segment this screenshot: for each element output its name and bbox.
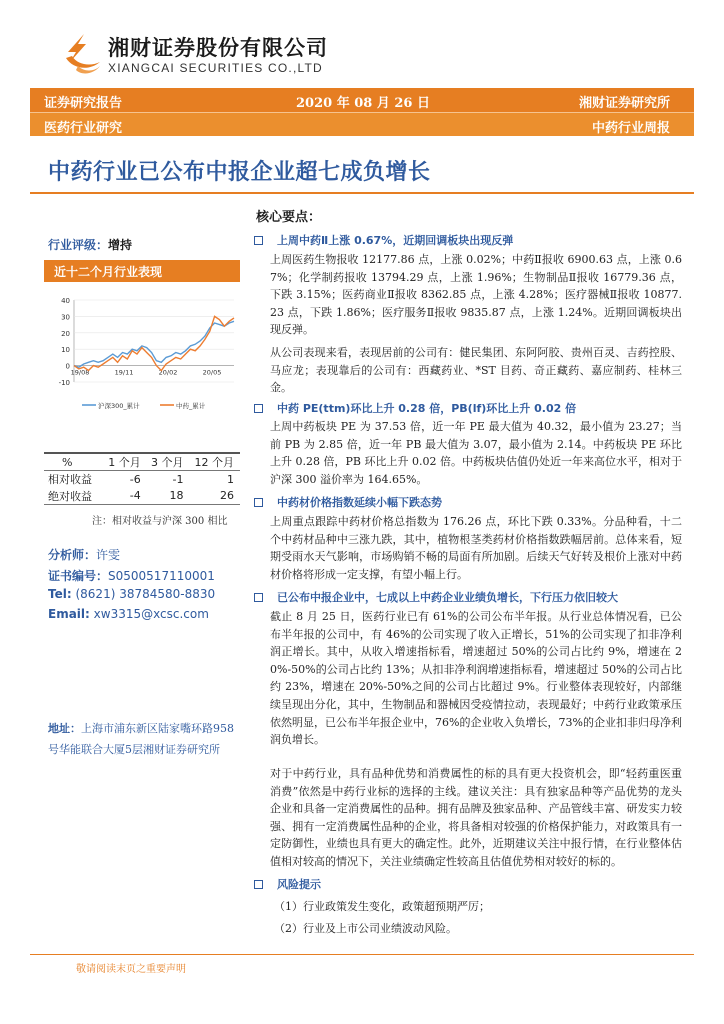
telephone (48, 587, 215, 601)
page-title: 中药行业已公布中报企业超七成负增长 (48, 160, 431, 185)
row-label: 绝对收益 (44, 488, 104, 505)
table-cell: -4 (104, 488, 147, 505)
checkbox-bullet-icon (254, 236, 263, 245)
certificate (48, 567, 215, 584)
table-note: 注：相对收益与沪深 300 相比 (92, 516, 228, 527)
table-cell: 26 (189, 488, 240, 505)
risk-item: （2）行业及上市公司业绩波动风险。 (274, 922, 457, 935)
paragraph: 截止 8 月 25 日，医药行业已有 61%的公司公布半年报。从行业总体情况看，已公布半年报的公司中，有 46%的公司实现了收入正增长，51%的公司实现了扣非净利润正增长。其中，从收入增速指标看，增速超过 50%的公司占比约 9%，增速在 20%-50%的公司占比约 13%；从扣非净利润增速指标看，增速超过 50%的公司占比约 23%，增速在 20%-50%之间的公司占比超过 9%。行业整体表现较好，内部继续呈现出分化，其中，生物制品和器械因受疫情拉动，表现最好；中药行业政策承压依然明显，已公布半年报企业中，76%的企业收入负增长，73%的企业扣非归母净利润负增长。 (270, 610, 682, 747)
x-tick-label: 19/11 (114, 368, 134, 377)
header-bar-top (30, 88, 694, 112)
company-name-cn: 湘财证券股份有限公司 (108, 36, 328, 60)
legend-label: 沪深300_累计 (98, 402, 140, 410)
section-heading: 上周中药Ⅱ上涨 0.67%，近期回调板块出现反弹 (254, 232, 513, 248)
table-cell: -1 (172, 472, 184, 486)
report-type: 证券研究报告 (44, 96, 123, 111)
rating-value: 增持 (108, 238, 133, 252)
research-category: 医药行业研究 (44, 121, 123, 136)
cert-number: S0500517110001 (108, 569, 215, 583)
y-tick-label: 0 (65, 362, 70, 371)
table-header-cell: 12 个月 (189, 453, 240, 471)
checkbox-bullet-icon (254, 404, 263, 413)
core-points-title: 核心要点： (256, 210, 322, 225)
performance-table (44, 452, 240, 505)
y-tick-label: 40 (61, 297, 70, 305)
performance-chart (44, 290, 240, 420)
tel-label: Tel: (48, 587, 72, 601)
table-header-cell: 3 个月 (147, 453, 190, 471)
address-label: 地址： (48, 722, 81, 735)
y-tick-label: -10 (58, 379, 70, 387)
rating-label: 行业评级： (48, 238, 109, 252)
row-label: 相对收益 (48, 473, 92, 487)
footer-disclaimer: 敬请阅读末页之重要声明 (76, 964, 186, 975)
x-tick-label: 20/05 (202, 368, 222, 377)
report-date: 2020 年 08 月 26 日 (296, 96, 430, 111)
email (48, 607, 209, 621)
x-tick-label: 19/08 (70, 368, 90, 377)
industry-rating (48, 236, 132, 253)
risk-item: （1）行业政策发生变化，政策超预期严厉； (274, 900, 490, 913)
table-cell: 1 (227, 472, 234, 486)
table-cell: 18 (147, 488, 190, 505)
address-text: 上海市浦东新区陆家嘴环路958号华能联合大厦5层湘财证券研究所 (48, 722, 234, 756)
paragraph: 从公司表现来看，表现居前的公司有：健民集团、东阿阿胶、贵州百灵、吉药控股、马应龙；表现靠后的公司有：西藏药业、*ST 目药、奇正藏药、嘉应制药、桂林三金。 (270, 346, 682, 395)
company-name-en: XIANGCAI SECURITIES CO.,LTD (108, 61, 323, 75)
analyst-label: 分析师： (48, 548, 97, 562)
paragraph: 上周重点跟踪中药材价格总指数为 176.26 点，环比下跌 0.33%。分品种看，十二个中药材品种中三涨九跌，其中，植物根茎类药材价格指数跌幅居前。总体来看，短期受雨水天气影响，市场购销不畅的局面有所加剧。后续天气好转及根价上涨对中药材价格将形成一定支撑，有望小幅上行。 (270, 515, 682, 581)
email-label: Email: (48, 607, 90, 621)
analyst-name: 许雯 (96, 548, 121, 562)
checkbox-bullet-icon (254, 593, 263, 602)
title-divider (30, 192, 694, 194)
section-heading: 中药 PE(ttm)环比上升 0.28 倍，PB(lf)环比上升 0.02 倍 (254, 400, 576, 416)
table-header-row (44, 453, 240, 471)
analyst (48, 546, 120, 563)
header-bar-bottom (30, 112, 694, 136)
section-heading: 中药材价格指数延续小幅下跌态势 (254, 494, 442, 510)
risk-heading: 风险提示 (254, 876, 321, 892)
paragraph: 对于中药行业，具有品种优势和消费属性的标的具有更大投资机会，即“轻药重医重消费”依然是中药行业标的选择的主线。建议关注：具有独家品种等产品优势的龙头企业和具备一定消费属性的品种。拥有品牌及独家品种、产品管线丰富、研发实力较强、拥有一定消费属性品种的企业，将具备相对较强的价格保护能力，对政策具有一定防御性，业绩也具有更大的确定性。此外，近期建议关注中报行情，在行业整体估值相对较高的情况下，关注业绩确定性较高且估值优势相对较好的标的。 (270, 767, 682, 868)
footer-divider (30, 954, 694, 955)
table-row (44, 471, 240, 488)
y-tick-label: 20 (61, 329, 70, 338)
tel-number: (8621) 38784580-8830 (75, 587, 216, 601)
chart-title: 近十二个月行业表现 (44, 260, 240, 282)
address (48, 718, 240, 760)
cert-label: 证书编号： (48, 569, 109, 583)
table-row (44, 488, 240, 505)
x-tick-label: 20/02 (158, 368, 178, 377)
table-header-cell: % (44, 453, 104, 471)
checkbox-bullet-icon (254, 880, 263, 889)
section-heading: 已公布中报企业中，七成以上中药企业业绩负增长，下行压力依旧较大 (254, 589, 618, 605)
legend-label: 中药_累计 (176, 402, 206, 410)
table-header-cell: 1 个月 (104, 453, 147, 471)
company-logo (62, 32, 102, 78)
paragraph: 上周医药生物报收 12177.86 点，上涨 0.02%；中药Ⅱ报收 6900.63 点，上涨 0.67%；化学制药报收 13794.29 点，上涨 1.96%；生物制品Ⅱ报收 16779.36 点，下跌 3.15%；医药商业Ⅱ报收 8362.85 点，上涨 4.28%；医疗器械Ⅱ报收 10877.23 点，下跌 1.86%；医疗服务Ⅱ报收 9835.87 点，上涨 1.24%。近期回调板块出现反弹。 (270, 253, 682, 337)
y-tick-label: 30 (61, 313, 70, 322)
email-address[interactable]: xw3315@xcsc.com (93, 607, 209, 621)
report-series: 中药行业周报 (591, 121, 670, 136)
institute-name: 湘财证券研究所 (578, 96, 670, 111)
checkbox-bullet-icon (254, 498, 263, 507)
paragraph: 上周中药板块 PE 为 37.53 倍，近一年 PE 最大值为 40.32，最小值为 23.27；当前 PB 为 2.85 倍，近一年 PB 最大值为 3.07，最小值为 2.14。中药板块 PE 环比上升 0.28 倍，PB 环比上升 0.02 倍。中药板块估值仍处近一年来高位水平，相对于沪深 300 溢价率为 164.65%。 (270, 420, 682, 486)
y-tick-label: 10 (61, 346, 70, 355)
table-cell: -6 (129, 472, 141, 486)
